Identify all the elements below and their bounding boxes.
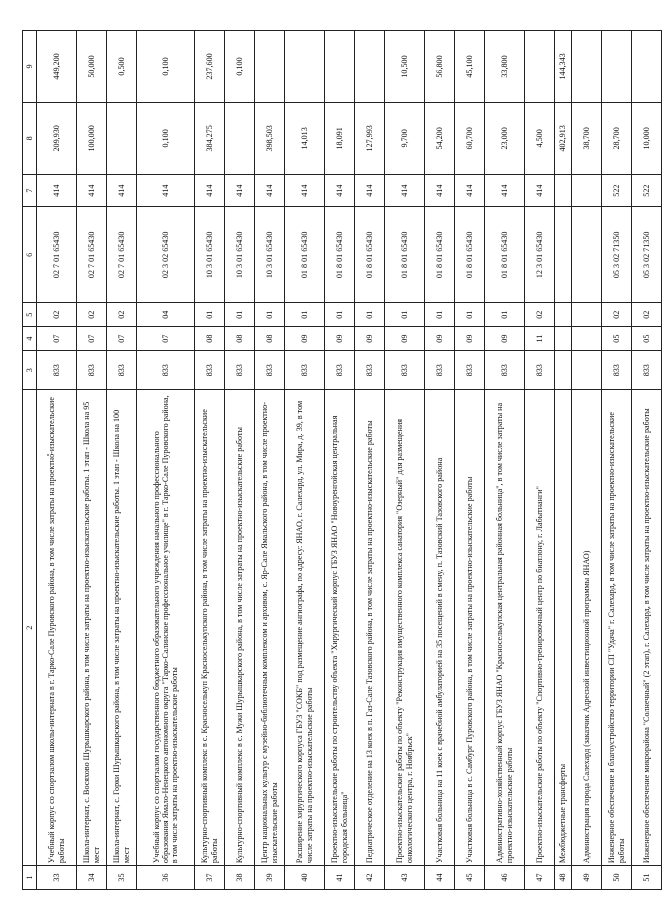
table-row: [632, 31, 662, 890]
row-number-cell: 39: [255, 866, 285, 890]
row-number-cell: 48: [555, 866, 572, 890]
table-cell: 0,100: [225, 31, 255, 103]
table-cell: [107, 102, 137, 174]
table-cell: 01 8 01 65430: [485, 207, 525, 303]
budget-table: [22, 30, 662, 890]
table-row: [325, 31, 355, 890]
table-row: [285, 31, 325, 890]
table-cell: 02 7 01 65430: [77, 207, 107, 303]
table-cell: 414: [485, 174, 525, 207]
table-cell: 45,100: [455, 31, 485, 103]
table-cell: 144,343: [555, 31, 572, 103]
table-cell: 522: [632, 174, 662, 207]
table-cell: 833: [77, 351, 107, 390]
header-cell: 9: [23, 31, 37, 103]
row-number-cell: 38: [225, 866, 255, 890]
table-cell: 01 8 01 65430: [455, 207, 485, 303]
table-cell: 12 3 01 65430: [525, 207, 555, 303]
table-cell: 833: [225, 351, 255, 390]
row-number-cell: 50: [602, 866, 632, 890]
table-cell: 4,500: [525, 102, 555, 174]
table-cell: 01: [455, 303, 485, 327]
table-cell: 833: [37, 351, 77, 390]
header-cell: 7: [23, 174, 37, 207]
table-cell: 833: [602, 351, 632, 390]
header-row: [23, 31, 37, 890]
object-name-cell: Культурно-спортивный комплекс в с. Мужи Шурышкарского района, в том числе затраты на проектно-изыскательские работы: [225, 390, 255, 866]
table-cell: 414: [455, 174, 485, 207]
table-cell: 04: [137, 303, 195, 327]
header-cell: 5: [23, 303, 37, 327]
table-cell: 0,100: [137, 102, 195, 174]
table-cell: 833: [255, 351, 285, 390]
object-name-cell: Учебный корпус со спортзалом школы-интерната в г. Тарко-Сале Пуровского района, в том числе затраты на проектно-изыскательские работы: [37, 390, 77, 866]
object-name-cell: Центр национальных культур с музейно-библиотечным комплексом и архивом, с. Яр-Сале Ямальского района, в том числе проектно-изыскательские работы: [255, 390, 285, 866]
table-cell: 02: [77, 303, 107, 327]
table-row: [525, 31, 555, 890]
header-cell: 3: [23, 351, 37, 390]
table-cell: 127,993: [355, 102, 385, 174]
row-number-cell: 37: [195, 866, 225, 890]
table-cell: 05: [632, 327, 662, 351]
table-row: [225, 31, 255, 890]
table-cell: 384,275: [195, 102, 225, 174]
header-cell: 1: [23, 866, 37, 890]
table-row: [572, 31, 602, 890]
row-number-cell: 42: [355, 866, 385, 890]
object-name-cell: Учебный корпус со спортзалом государственного бюджетного образовательного учреждения начального профессионального образования Ямало-Ненецкого автономного округа "Тарко-Салинское профессиональное училище" в г. Тарко-Сале Пуровского района, в том числе затраты на проектно-изыскательские работы: [137, 390, 195, 866]
table-cell: [555, 327, 572, 351]
header-cell: 8: [23, 102, 37, 174]
row-number-cell: 34: [77, 866, 107, 890]
table-row: [425, 31, 455, 890]
table-row: [602, 31, 632, 890]
row-number-cell: 49: [572, 866, 602, 890]
table-cell: 01: [225, 303, 255, 327]
table-cell: 56,800: [425, 31, 455, 103]
object-name-cell: Администрация города Салехард (заказчик Адресной инвестиционной программы ЯНАО): [572, 390, 602, 866]
table-cell: 414: [137, 174, 195, 207]
table-cell: 398,503: [255, 102, 285, 174]
table-cell: [602, 31, 632, 103]
table-row: [355, 31, 385, 890]
table-cell: 33,800: [485, 31, 525, 103]
table-cell: 07: [77, 327, 107, 351]
table-cell: 833: [455, 351, 485, 390]
table-row: [385, 31, 425, 890]
table-cell: [555, 207, 572, 303]
table-cell: 414: [525, 174, 555, 207]
table-cell: 10 3 01 65430: [255, 207, 285, 303]
table-cell: 414: [385, 174, 425, 207]
object-name-cell: Проектно-изыскательские работы по строительству объекта "Хирургический корпус ГБУЗ ЯНАО "Новоуренгойская центральная городская больница": [325, 390, 355, 866]
row-number-cell: 41: [325, 866, 355, 890]
object-name-cell: Инженерное обеспечение и благоустройство территории СП "Удача" г. Салехард, в том числе затраты на проектно-изыскательские работы: [602, 390, 632, 866]
table-cell: 01 8 01 65430: [325, 207, 355, 303]
table-cell: 60,700: [455, 102, 485, 174]
table-cell: 54,200: [425, 102, 455, 174]
table-cell: 28,700: [602, 102, 632, 174]
table-cell: 522: [602, 174, 632, 207]
object-name-cell: Участковая больница в с. Самбург Пуровского района, в том числе затраты на проектно-изыскательские работы: [455, 390, 485, 866]
table-cell: 833: [195, 351, 225, 390]
table-cell: 10,500: [385, 31, 425, 103]
table-cell: 10,000: [632, 102, 662, 174]
table-cell: 01: [485, 303, 525, 327]
table-cell: 402,913: [555, 102, 572, 174]
object-name-cell: Культурно-спортивный комплекс в с. Красноселькуп Красноселькупского района, в том числе затраты на проектно-изыскательские работы: [195, 390, 225, 866]
table-cell: 02 7 01 65430: [107, 207, 137, 303]
table-cell: [225, 102, 255, 174]
object-name-cell: Участковая больница на 11 коек с врачебной амбулаторией на 35 посещений в смену, п. Тазовский Тазовского района: [425, 390, 455, 866]
table-cell: [525, 31, 555, 103]
table-cell: [572, 31, 602, 103]
row-number-cell: 35: [107, 866, 137, 890]
table-cell: 01: [385, 303, 425, 327]
table-cell: [572, 351, 602, 390]
table-cell: 07: [37, 327, 77, 351]
table-cell: 833: [425, 351, 455, 390]
table-cell: 02: [107, 303, 137, 327]
row-number-cell: 43: [385, 866, 425, 890]
table-cell: 23,000: [485, 102, 525, 174]
table-cell: 01: [425, 303, 455, 327]
table-cell: 414: [195, 174, 225, 207]
table-cell: 11: [525, 327, 555, 351]
table-cell: 10 3 01 65430: [225, 207, 255, 303]
rotated-table-container: [22, 30, 651, 890]
table-cell: 01: [325, 303, 355, 327]
table-cell: 833: [137, 351, 195, 390]
row-number-cell: 40: [285, 866, 325, 890]
row-number-cell: 47: [525, 866, 555, 890]
table-cell: 237,600: [195, 31, 225, 103]
table-cell: [572, 207, 602, 303]
table-cell: 05: [602, 327, 632, 351]
table-row: [455, 31, 485, 890]
object-name-cell: Проектно-изыскательские работы по объекту "Спортивно-тренировочный центр по биатлону, г. Лабытнанги": [525, 390, 555, 866]
header-cell: 4: [23, 327, 37, 351]
table-cell: 209,930: [37, 102, 77, 174]
table-cell: [355, 31, 385, 103]
table-cell: 833: [107, 351, 137, 390]
row-number-cell: 46: [485, 866, 525, 890]
table-cell: 07: [137, 327, 195, 351]
table-cell: 09: [325, 327, 355, 351]
table-body: [37, 31, 662, 890]
table-cell: 05 3 02 71350: [632, 207, 662, 303]
table-cell: 01 8 01 65430: [425, 207, 455, 303]
object-name-cell: Педиатрическое отделение на 13 коек в п. Газ-Сале Тазовского района, в том числе затраты на проектно-изыскательские работы: [355, 390, 385, 866]
table-cell: 414: [225, 174, 255, 207]
table-cell: 09: [355, 327, 385, 351]
table-row: [195, 31, 225, 890]
object-name-cell: Инженерное обеспечение микрорайона "Солнечный" (2 этап), г. Салехард, в том числе затраты на проектно-изыскательские работы: [632, 390, 662, 866]
table-cell: [572, 174, 602, 207]
row-number-cell: 51: [632, 866, 662, 890]
object-name-cell: Административно-хозяйственный корпус ГБУЗ ЯНАО "Красноселькупская центральная районная больница", в том числе затраты на проектно-изыскательские работы: [485, 390, 525, 866]
table-cell: 414: [37, 174, 77, 207]
object-name-cell: Расширение хирургического корпуса ГБУЗ "СОКБ" под размещение ангиографа, по адресу: ЯНАО, г. Салехард, ул. Мира, д. 39, в том числе затраты на проектно-изыскательские работы: [285, 390, 325, 866]
table-cell: 05 3 02 71350: [602, 207, 632, 303]
table-cell: 414: [325, 174, 355, 207]
table-cell: 414: [355, 174, 385, 207]
table-row: [485, 31, 525, 890]
table-cell: 414: [107, 174, 137, 207]
table-row: [137, 31, 195, 890]
table-cell: 01 8 01 65430: [385, 207, 425, 303]
table-cell: 01: [255, 303, 285, 327]
header-cell: 2: [23, 390, 37, 866]
table-cell: 833: [325, 351, 355, 390]
table-cell: [572, 327, 602, 351]
table-row: [555, 31, 572, 890]
object-name-cell: Межбюджетные трансферты: [555, 390, 572, 866]
table-cell: [555, 351, 572, 390]
row-number-cell: 33: [37, 866, 77, 890]
table-cell: 02: [602, 303, 632, 327]
table-cell: 09: [285, 327, 325, 351]
table-cell: 02 7 01 65430: [37, 207, 77, 303]
table-cell: 02: [37, 303, 77, 327]
table-cell: 02: [525, 303, 555, 327]
table-cell: 09: [385, 327, 425, 351]
table-cell: [555, 174, 572, 207]
table-cell: [325, 31, 355, 103]
table-cell: [555, 303, 572, 327]
table-cell: 02 3 02 65430: [137, 207, 195, 303]
table-cell: 01 8 01 65430: [285, 207, 325, 303]
table-row: [37, 31, 77, 890]
header-cell: 6: [23, 207, 37, 303]
row-number-cell: 45: [455, 866, 485, 890]
table-cell: 08: [255, 327, 285, 351]
table-cell: 414: [285, 174, 325, 207]
table-cell: 100,000: [77, 102, 107, 174]
table-cell: 07: [107, 327, 137, 351]
table-cell: 18,091: [325, 102, 355, 174]
table-cell: 414: [425, 174, 455, 207]
object-name-cell: Школа-интернат, с. Горки Шурышкарского района, в том числе затраты на проектно-изыскательские работы. 1 этап - Школа на 100 мест: [107, 390, 137, 866]
table-cell: 08: [225, 327, 255, 351]
table-cell: 38,700: [572, 102, 602, 174]
object-name-cell: Школа-интернат, с. Восяхово Шурышкарского района, в том числе затраты на проектно-изыскательские работы. 1 этап - Школа на 95 мест: [77, 390, 107, 866]
row-number-cell: 36: [137, 866, 195, 890]
table-cell: [632, 31, 662, 103]
table-cell: 50,000: [77, 31, 107, 103]
table-cell: 833: [385, 351, 425, 390]
table-cell: [285, 31, 325, 103]
table-row: [107, 31, 137, 890]
table-cell: 833: [525, 351, 555, 390]
table-cell: 09: [425, 327, 455, 351]
table-cell: 833: [355, 351, 385, 390]
table-row: [255, 31, 285, 890]
table-cell: 02: [632, 303, 662, 327]
table-cell: 0,500: [107, 31, 137, 103]
table-cell: 01 8 01 65430: [355, 207, 385, 303]
table-cell: 09: [485, 327, 525, 351]
table-cell: 08: [195, 327, 225, 351]
table-cell: [572, 303, 602, 327]
object-name-cell: Проектно-изыскательские работы по объекту "Реконструкция имущественного комплекса санатория "Озерный" для размещения онкологического центра, г. Ноябрьск": [385, 390, 425, 866]
table-cell: 833: [285, 351, 325, 390]
table-cell: 01: [195, 303, 225, 327]
table-cell: 01: [285, 303, 325, 327]
table-cell: 01: [355, 303, 385, 327]
row-number-cell: 44: [425, 866, 455, 890]
table-row: [77, 31, 107, 890]
table-cell: 10 3 01 65430: [195, 207, 225, 303]
table-cell: 09: [455, 327, 485, 351]
table-cell: 14,013: [285, 102, 325, 174]
table-cell: 833: [632, 351, 662, 390]
table-cell: [255, 31, 285, 103]
table-cell: 0,100: [137, 31, 195, 103]
table-cell: 9,700: [385, 102, 425, 174]
table-cell: 414: [77, 174, 107, 207]
table-cell: 414: [255, 174, 285, 207]
table-cell: 449,200: [37, 31, 77, 103]
table-cell: 833: [485, 351, 525, 390]
